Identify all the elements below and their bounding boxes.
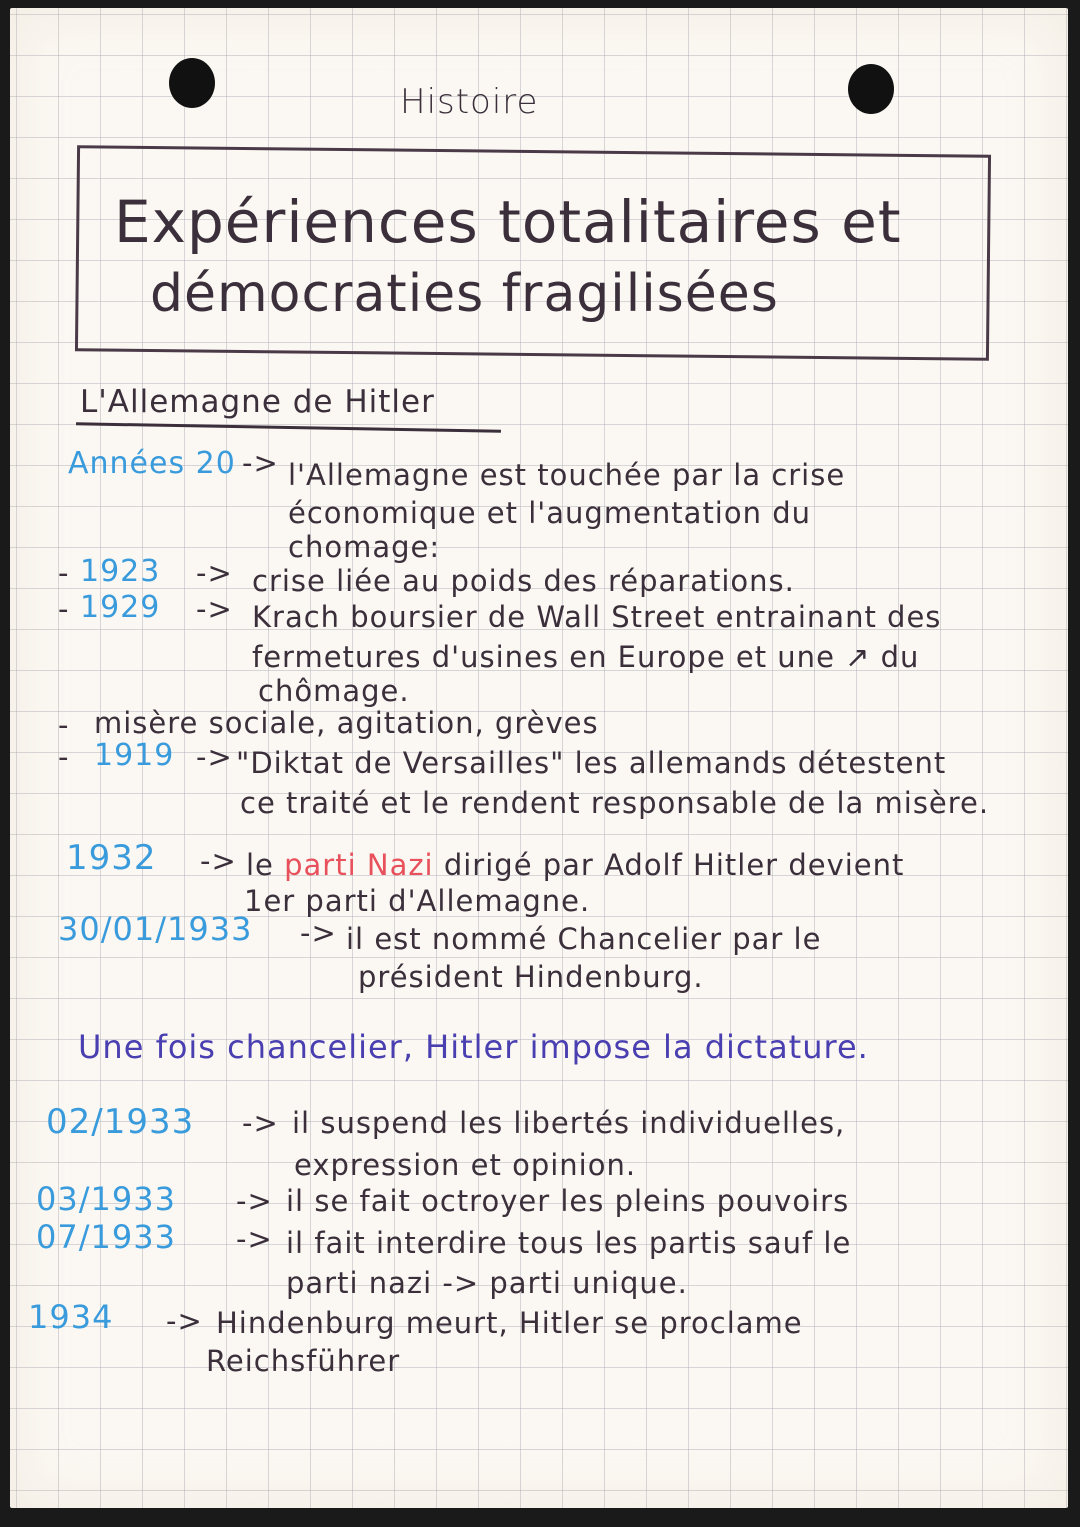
bullet-dash: - <box>58 708 70 742</box>
entry-text: fermetures d'usines en Europe et une ↗ du <box>252 640 920 674</box>
title-line-2: démocraties fragilisées <box>150 264 779 324</box>
entry-date: 1929 <box>80 590 161 625</box>
entry-arrow: -> <box>242 446 279 480</box>
entry-text: parti nazi -> parti unique. <box>286 1266 688 1300</box>
entry-text: économique et l'augmentation du <box>288 496 811 530</box>
entry-arrow: -> <box>242 1106 279 1140</box>
bullet-dash: - <box>58 556 70 590</box>
entry-arrow: -> <box>236 1184 273 1218</box>
entry-arrow: -> <box>200 844 237 878</box>
entry-text: dirigé par Adolf Hitler devient <box>433 848 905 882</box>
entry-date: 02/1933 <box>46 1102 195 1142</box>
entry-text: "Diktat de Versailles" les allemands détestent <box>236 746 947 780</box>
subject-heading: Histoire <box>400 82 539 122</box>
entry-text: l'Allemagne est touchée par la crise <box>288 458 846 492</box>
entry-date: 30/01/1933 <box>58 910 253 948</box>
entry-date: 1923 <box>80 554 161 589</box>
entry-arrow: -> <box>166 1304 203 1338</box>
entry-arrow: -> <box>236 1222 273 1256</box>
entry-date: 1919 <box>94 738 175 773</box>
entry-text: chômage. <box>258 674 410 708</box>
section-heading: L'Allemagne de Hitler <box>80 384 435 420</box>
entry-text: Krach boursier de Wall Street entrainant des <box>252 600 942 634</box>
section-underline <box>76 422 501 432</box>
entry-text: Hindenburg meurt, Hitler se proclame <box>216 1306 803 1340</box>
entry-date: 07/1933 <box>36 1218 176 1256</box>
punch-hole-left <box>169 58 215 108</box>
entry-date: 03/1933 <box>36 1180 176 1218</box>
entry-text: chomage: <box>288 530 441 564</box>
entry-text: il se fait octroyer les pleins pouvoirs <box>286 1184 850 1218</box>
entry-text: il fait interdire tous les partis sauf le <box>286 1226 852 1260</box>
entry-text: le <box>246 848 285 882</box>
bullet-dash: - <box>58 740 70 774</box>
entry-date: 1932 <box>66 838 157 878</box>
transition-sentence: Une fois chancelier, Hitler impose la dictature. <box>78 1028 869 1066</box>
entry-text: président Hindenburg. <box>358 960 704 994</box>
entry-text: misère sociale, agitation, grèves <box>94 706 599 740</box>
entry-arrow: -> <box>300 916 337 950</box>
bullet-dash: - <box>58 592 70 626</box>
nazi-party-highlight: parti Nazi <box>284 848 434 882</box>
punch-hole-right <box>848 64 894 114</box>
entry-text: il est nommé Chancelier par le <box>346 922 822 956</box>
entry-arrow: -> <box>196 740 233 774</box>
entry-date: Années 20 <box>68 446 236 481</box>
title-line-1: Expériences totalitaires et <box>114 188 902 256</box>
entry-arrow: -> <box>196 592 233 626</box>
entry-date: 1934 <box>28 1298 114 1336</box>
entry-text: 1er parti d'Allemagne. <box>244 884 591 918</box>
notebook-page <box>10 8 1068 1508</box>
entry-text: crise liée au poids des réparations. <box>252 564 795 598</box>
entry-text: expression et opinion. <box>294 1148 637 1182</box>
entry-text: il suspend les libertés individuelles, <box>292 1106 846 1140</box>
entry-text: ce traité et le rendent responsable de la misère. <box>240 786 990 820</box>
entry-text: Reichsführer <box>206 1344 401 1378</box>
entry-rich-line <box>246 848 904 882</box>
entry-arrow: -> <box>196 556 233 590</box>
